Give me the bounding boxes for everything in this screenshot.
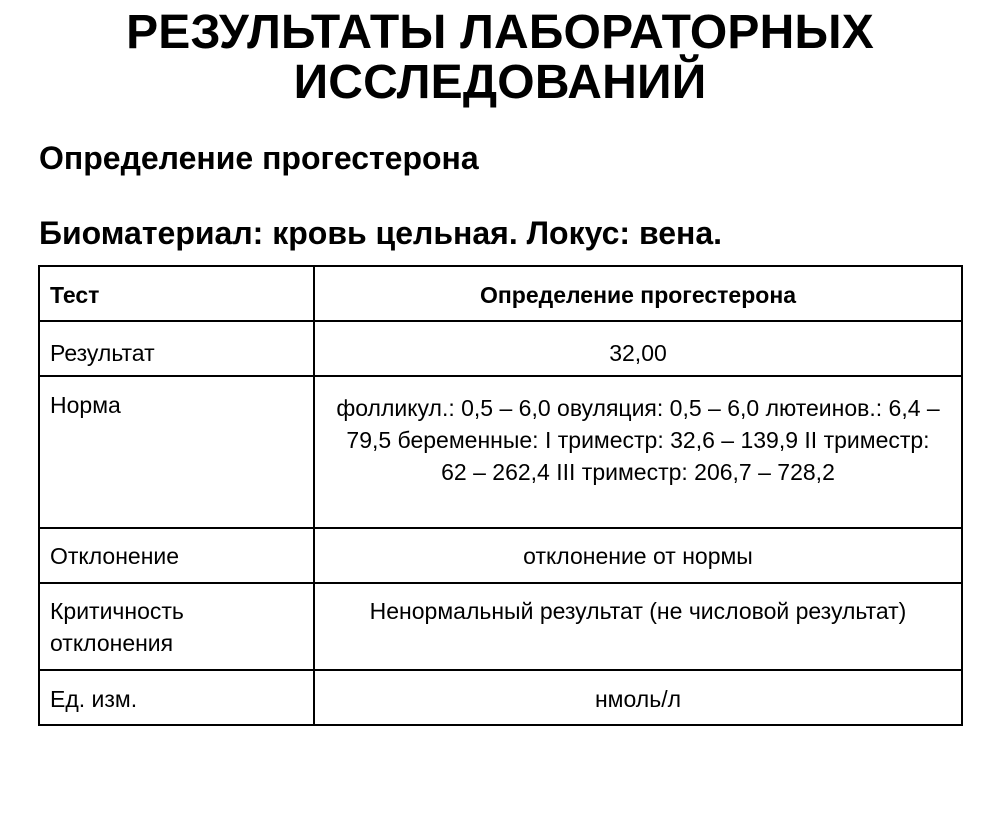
row-value-unit: нмоль/л [314,670,962,725]
row-value-deviation: отклонение от нормы [314,528,962,583]
document-title [0,8,1000,108]
table-row-deviation [39,528,962,583]
document-title-line-1: РЕЗУЛЬТАТЫ ЛАБОРАТОРНЫХ [126,6,874,59]
row-label-unit: Ед. изм. [39,670,314,725]
test-name-heading: Определение прогестерона [39,140,479,176]
row-label-deviation: Отклонение [39,528,314,583]
row-label-norm: Норма [39,376,314,528]
table-row-norm [39,376,962,528]
biomaterial-heading: Биоматериал: кровь цельная. Локус: вена. [39,215,723,251]
table-row-criticality [39,583,962,670]
header-value-cell: Определение прогестерона [314,266,962,321]
row-value-criticality: Ненормальный результат (не числовой результат) [314,583,962,670]
row-value-result: 32,00 [314,321,962,376]
row-value-norm: фолликул.: 0,5 – 6,0 овуляция: 0,5 – 6,0 лютеинов.: 6,4 – 79,5 беременные: I триместр: 32,6 – 139,9 II триместр: 62 – 262,4 III триместр: 206,7 – 728,2 [314,376,962,528]
table-header-row [39,266,962,321]
results-table [38,265,963,726]
row-label-criticality: Критичность отклонения [39,583,314,670]
table-row-result [39,321,962,376]
document-title-line-2: ИССЛЕДОВАНИЙ [293,56,707,109]
header-label-cell: Тест [39,266,314,321]
table-row-unit [39,670,962,725]
row-label-result: Результат [39,321,314,376]
